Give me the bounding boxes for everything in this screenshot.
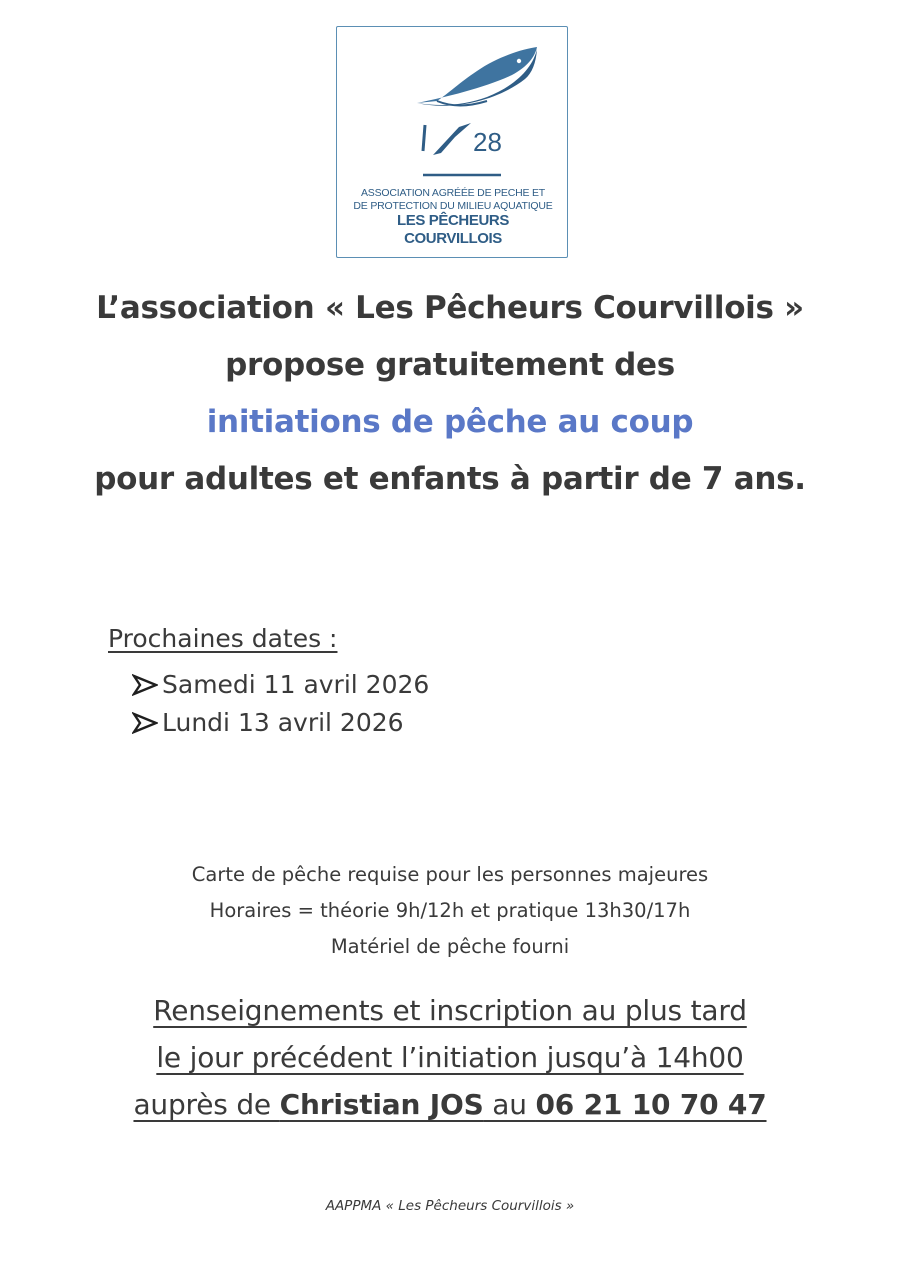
headline-line3: initiations de pêche au coup [206,404,694,440]
contact-name: Christian JOS [279,1088,484,1121]
fish-logo-icon [337,27,569,177]
contact-phone: 06 21 10 70 47 [535,1088,767,1121]
logo-number: 28 [473,127,502,157]
arrow-bullet-icon [132,712,158,734]
association-logo [336,26,568,258]
headline-line4-suffix: ans. [723,461,806,497]
logo-caption-line2: DE PROTECTION DU MILIEU AQUATIQUE [353,199,553,212]
contact-line1: Renseignements et inscription au plus tard [153,994,747,1027]
headline-age: 7 [701,461,724,497]
info-schedule: Horaires = théorie 9h/12h et pratique 13h30/17h [209,899,691,922]
info-fishing-card: Carte de pêche requise pour les personnes majeures [191,863,709,886]
info-equipment: Matériel de pêche fourni [330,935,570,958]
contact-prefix: auprès de [133,1088,280,1121]
date-list-item [132,670,429,699]
logo-caption-line3: LES PÊCHEURS COURVILLOIS [397,212,509,248]
contact-line2: le jour précédent l’initiation jusqu’à 14h00 [156,1041,744,1074]
headline-line4 [0,461,900,497]
date-label: Lundi 13 avril 2026 [162,708,404,737]
headline-line2: propose gratuitement des [225,347,675,383]
logo-caption-line1: ASSOCIATION AGRÉÉE DE PECHE ET [360,187,545,199]
contact-mid: au [483,1088,536,1121]
dates-title: Prochaines dates : [108,624,338,653]
headline-line1: L’association « Les Pêcheurs Courvillois » [96,290,804,326]
logo-caption [347,187,559,248]
contact-line3 [0,1088,900,1121]
date-label: Samedi 11 avril 2026 [162,670,430,699]
headline-line4-prefix: pour adultes et enfants à partir de [94,461,702,497]
date-list-item [132,708,404,737]
arrow-bullet-icon [132,674,158,696]
footer: AAPPMA « Les Pêcheurs Courvillois » [325,1198,575,1214]
